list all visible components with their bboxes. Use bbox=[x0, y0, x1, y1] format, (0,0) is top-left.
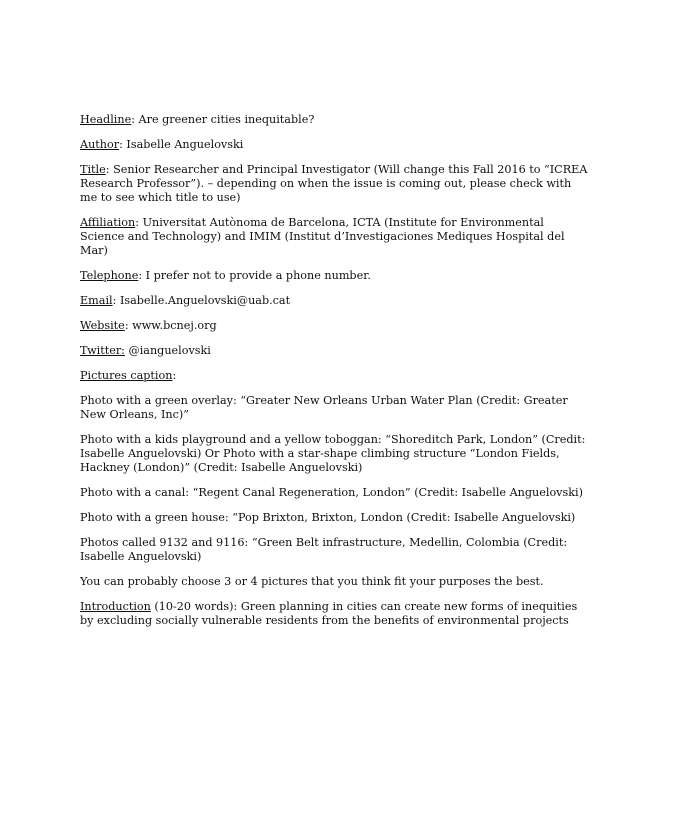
headline-value: Are greener cities inequitable? bbox=[138, 113, 315, 126]
twitter-line bbox=[80, 344, 590, 358]
telephone-value: I prefer not to provide a phone number. bbox=[145, 269, 371, 282]
introduction-line bbox=[80, 600, 590, 628]
author-line bbox=[80, 138, 590, 152]
caption-item: You can probably choose 3 or 4 pictures that you think fit your purposes the best. bbox=[80, 575, 544, 588]
telephone-separator: : bbox=[138, 269, 146, 282]
website-label: Website bbox=[80, 319, 125, 332]
pictures-caption-label: Pictures caption bbox=[80, 369, 173, 382]
email-separator: : bbox=[112, 294, 120, 307]
website-separator: : bbox=[124, 319, 133, 332]
document-page bbox=[80, 113, 590, 639]
pictures-caption-separator: : bbox=[172, 369, 177, 382]
email-line bbox=[80, 294, 590, 308]
title-value: Senior Researcher and Principal Investigator (Will change this Fall 2016 to “ICREA Research Professor”). – depending on when the issue is coming out, please check with me to see which title to use) bbox=[80, 163, 588, 204]
author-label: Author bbox=[80, 138, 120, 151]
author-value: Isabelle Anguelovski bbox=[126, 138, 244, 151]
caption-item: Photo with a green house: “Pop Brixton, Brixton, London (Credit: Isabelle Anguelovski) bbox=[80, 511, 576, 524]
twitter-value: @ianguelovski bbox=[128, 344, 211, 357]
affiliation-value: Universitat Autònoma de Barcelona, ICTA (Institute for Environmental Science and Technology) and IMIM (Institut d’Investigaciones Mediques Hospital del Mar) bbox=[80, 216, 565, 257]
affiliation-separator: : bbox=[135, 216, 143, 229]
email-value: Isabelle.Anguelovski@uab.cat bbox=[119, 294, 291, 307]
headline-label: Headline bbox=[80, 113, 132, 126]
telephone-line bbox=[80, 269, 590, 283]
author-separator: : bbox=[119, 138, 127, 151]
email-label: Email bbox=[80, 294, 113, 307]
caption-item: Photo with a kids playground and a yellow toboggan: “Shoreditch Park, London” (Credit: Isabelle Anguelovski) Or Photo with a star-shape climbing structure “London Fields, Hackney (London)” (Credit: Isabelle Anguelovski) bbox=[80, 433, 586, 474]
title-line bbox=[80, 163, 590, 205]
website-value: www.bcnej.org bbox=[132, 319, 217, 332]
caption-item: Photo with a green overlay: “Greater New Orleans Urban Water Plan (Credit: Greater New Orleans, Inc)” bbox=[80, 394, 568, 421]
introduction-value: (10-20 words): Green planning in cities can create new forms of inequities by excluding socially vulnerable residents from the benefits of environmental projects bbox=[80, 600, 578, 627]
affiliation-label: Affiliation bbox=[80, 216, 136, 229]
introduction-label: Introduction bbox=[80, 600, 151, 613]
caption-item: Photos called 9132 and 9116: “Green Belt infrastructure, Medellin, Colombia (Credit: Isabelle Anguelovski) bbox=[80, 536, 568, 563]
twitter-label: Twitter: bbox=[80, 344, 125, 357]
website-line bbox=[80, 319, 590, 333]
title-label: Title bbox=[80, 163, 106, 176]
headline-separator: : bbox=[131, 113, 139, 126]
affiliation-line bbox=[80, 216, 590, 258]
telephone-label: Telephone bbox=[80, 269, 139, 282]
title-separator: : bbox=[105, 163, 114, 176]
headline-line bbox=[80, 113, 590, 127]
pictures-caption-line bbox=[80, 369, 590, 383]
caption-item: Photo with a canal: “Regent Canal Regeneration, London” (Credit: Isabelle Anguelovski) bbox=[80, 486, 583, 499]
